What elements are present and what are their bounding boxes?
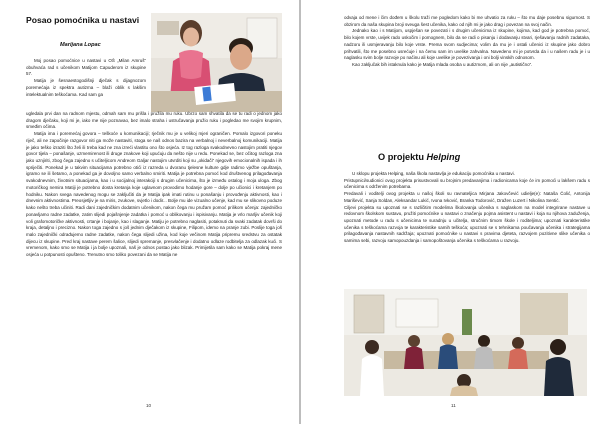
left-page xyxy=(0,0,299,424)
section-title xyxy=(378,152,460,162)
paragraph: Matija ima i poremećaj govora – teškoće u komunikaciji; rječnik mu je u velikoj mjeri ograničen. Pomalo izgovori poneku riječ, ali ne započinje razgovor niti ga može nastaviti, stoga se naš odnos bazira na verbalnoj i neverbalnoj komunikaciji. Matija je jako teško izraziti što želi ili treba kad ne zna izreći vlastitu ono što osjeća. Iz tog razloga svakodnevno nastojim pratiti njegov govor tijela – ponašanje, uzmemirenost ili druge znakove koji upućuju da nešto nije u redu. Ponekad se, bez očitog razloga zna jako uznjiriti, zbog čega zajedno s učiteljicom Andreom Galjar nastojim utvrditi koji su „okidači“ njegovih emocionalnih ispada i ih spriječiti. Ponekad je u takvim situacijama potrebno otići iz razreda u dvoranu tjelesne kulture gdje radimo vježbe opuštanja, igramo se ili šetamo, a ponekad ga je dovoljno samo verbalno smiriti. Matija je potrebna pomoć kod društvenog prilagođavanja svakodnevnim, životnim situacijama, kao i u socijalnoj interakciji s drugim učenicima, što je između ostalog i moja uloga. Zbog motoričkog nemira Matiji je potrebno dosta kretanja koje uglavnom provodimo hodanje gore – dolje po učionici i kretanjem po hodniku. Nakon svega navedenog mogu se zaključiti da je Matija ipak imati rutinu u ponašanju i provođenju aktivnosti, kao i dnevnim aktivnostima. Preosjetljiv je na miris, zvukove, svjetlo i dodir... Bolje mu ide vizualno učenje, kad mu se slikovno poduze kako nešto treba učiniti. Radi dani zajedničkim dodatnim učenikom, nakon čega mu pružam pomoć prilikom učenja: zajedničko ponavljamo radne zadatke, zatim slijedi pojašnjenje zadatka i pomoć u oblikovanju i ispisivanju. Matija je vrlo marljiv učenik koji voli grafomotoričke aktivnosti, crtanje i bojanje, kao i slaganje. Matiju je potrebno naglasiti, potaknuti da svaki zadatak dovrši do kraja, detaljno i precizno. Nakon toga zajedno s još jednim dječakom iz skupine, Filipom, idemo na pranje zubi. Poslije toga još malo zajednički odrađujemo radne zadatke, nakon čega slijedi užina, kod koje večinom Matija pripremu sredstvu za ostatak dijecu iz skupine. Pred kraj nastave perem šalice, slijedi spremanje, presvlačenje i dodatno odlaze rodbitelja za odlazak kući. S vremenom, kako smo se Matija i ja bolje upoznali, naš je odnos postao jako blizak. Primijetila sam kako se Matija pokraj mene osjeća u potpunosti opušteno. Trenutno smo toliko povezani da se Matija ne xyxy=(26,131,282,258)
right-page xyxy=(301,0,600,424)
photo-image xyxy=(151,13,282,112)
project-text xyxy=(344,171,590,286)
paragraph: Matija je šesnaestogodišnji dječak s dijagnozom poremećaja iz spektra autizma – blaži oblik s lakšim intelektualnim teškoćama. Kad sam ga xyxy=(26,78,146,97)
page-number: 10 xyxy=(146,403,152,408)
paragraph: odvaja od mene i čim dođem u školu traži me pogledom kako bi me uhvatio za ruku – što mu daje posebnu sigurnost. S obzirom da naša skupina broji sveuga šest učenika, kako od njih mi je jako drag i povezan na svoj način. xyxy=(344,15,590,27)
paragraph: Moj posao pomoćnice u nastavi u OŠ „Milan Amruš“ obuhvaća rad s učenikom Matijom Capuderom iz skupine 57. xyxy=(26,58,146,77)
section-title-prefix: O projektu xyxy=(378,152,424,162)
paragraph: ugledala prvi dan na radnom mjestu, odmah sam mu prišla i pružila mu ruku. Ubrzo sam shvatila da se tu radi o jednom jako dragom dječaku, koji mi je, iako me nije poznavao, bez imalo straha i ustručavanja pružio ruku i pogledao me svojim krupnim, smeđim očima. xyxy=(26,111,282,130)
photo-student-and-assistant xyxy=(151,13,282,112)
section-title-emphasis: Helping xyxy=(426,152,461,162)
body-text xyxy=(26,111,282,396)
article-title: Posao pomoćnika u nastavi xyxy=(26,15,140,25)
paragraph: Jednako kao i s Matijom, uspješan se povezati i s drugim učenicima iz skupine, kojima, kad god je potrebna pomoć, bilo kojem vrste, uvijek rado uskočim i pomognem, bilo da se radi o pisanju i dodavanju stvari, rješavanju radnih zadataka, nadzoru ili usmjeravanju bilo koje vrste. Prema svom sudjecima; volim da mu je i ostali učenici iz skupine jako dobro prihvatili, što me posebno usrećuje i na čemu sam im uvelike zahvalna. Navedeno mi je potvrda da i u našem radu je i u naglasku svim bolje razvoje po načinu ali koje uvelike je povezivanja i oni bolji vinskih odnosom. xyxy=(344,28,590,61)
page-number: 11 xyxy=(451,403,456,408)
photo-image xyxy=(344,289,587,396)
photo-workshop-group xyxy=(344,289,587,396)
paragraph: Pristupnici/sudionici ovog projekta prisustvovali su brojnim predavanjima i radionicama koje će im pomoći u lakšem radu s učenicima s održenim potrebama. xyxy=(344,177,590,190)
paragraph: Kao zaključak bih istaknula kako je Matija mlada osoba u autizmom, ali on nije „autistično“. xyxy=(352,62,533,68)
continued-text xyxy=(344,15,590,147)
paragraph: Predavali i voditelji ovog projekta u našoj školi su ravnateljica Mirjana Jakovčević udielje(e): Nataša Čolić, Antonija Marišević, Sanja Soldan, Aleksandar Lukić, Ivona Ivković, Branka Todorović, Dražen Luzert i Nikolina Sentić. xyxy=(344,191,590,203)
paragraph: U sklopu projekta Helping, naša škola nastavlja je edukaciju pomoćnika u nastavi. xyxy=(352,171,515,176)
article-author: Marijana Lopac xyxy=(60,42,101,48)
paragraph: Ciljevi projekta su upoznati se s različitim modelima školovanja učenika s naglaskom na model integrirane nastave u redovnom školskom sustavu, pružiti pomoćnike u nastavi o značenju pojma asistent u nastavi i koja su njihova zaduženja, upoznati metode u radu s učenicima te suradnju u učitelja, stručnim timom škole i roditeljima; upoznati karakteristike učenika s teškoćama razvoja te karakteristike samih teškoća; upoznati se s tehnikama poučavanja učenika i strategijama prilagođavanja nastavnih sadržaja; upoznati pomoćnike u nastavi s pravima djeteta, razvojem pozitivne slike učenika o samima sebi, razvoju samopouzdanja i samopoštovanja učenika s teškoćama u razvoju. xyxy=(344,204,590,244)
